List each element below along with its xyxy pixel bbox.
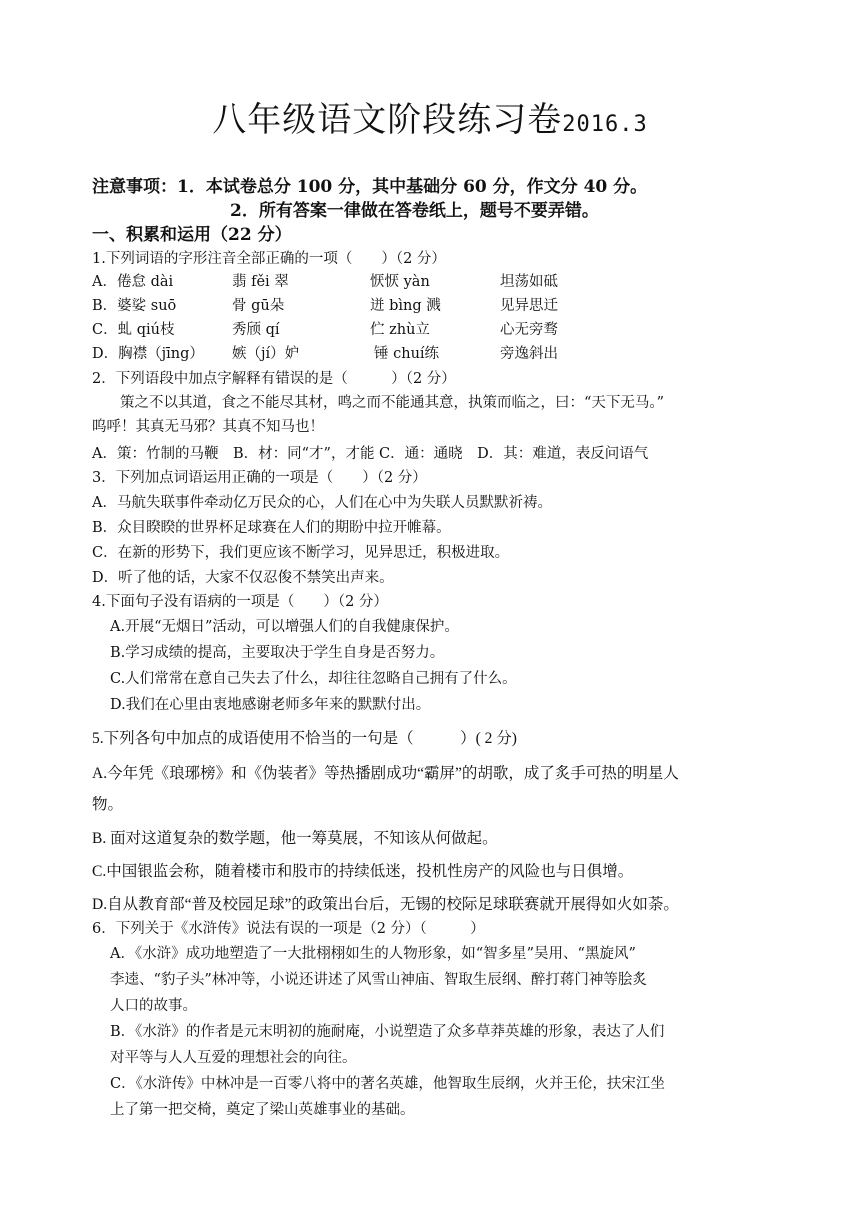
title-year: 2016.3 <box>562 112 648 137</box>
q1-d-3: 锤 chuí练 <box>374 346 440 362</box>
q1-c-1: C．虬 qiú枝 <box>92 322 175 338</box>
q3-stem: 3．下列加点词语运用正确的一项是（ ）（2 分） <box>92 470 427 486</box>
q4-option-a: A.开展“无烟日”活动，可以增强人们的自我健康保护。 <box>110 619 459 635</box>
q4-option-b: B.学习成绩的提高，主要取决于学生自身是否努力。 <box>110 645 445 661</box>
q3-option-d: D．听了他的话，大家不仅忍俊不禁笑出声来。 <box>92 570 394 586</box>
q1-c-4: 心无旁骛 <box>500 322 558 338</box>
q3-option-c: C．在新的形势下，我们更应该不断学习，见异思迁，积极进取。 <box>92 545 510 561</box>
q1-c-2: 秀颀 qí <box>232 322 280 338</box>
q1-a-3: 恹恹 yàn <box>370 274 430 290</box>
q5-stem: 5.下列各句中加点的成语使用不恰当的一句是（ ）( 2 分) <box>92 730 517 747</box>
q2-options: A．策：竹制的马鞭 B．材：同“才”，才能 C．通：通晓 D．其：难道，表反问语气 <box>92 446 649 462</box>
title-text: 八年级语文阶段练习卷 <box>212 100 563 140</box>
q1-d-4: 旁逸斜出 <box>500 346 558 362</box>
q1-a-2: 翡 fěi 翠 <box>232 274 289 290</box>
q5-option-a-line2: 物。 <box>92 796 124 813</box>
section-heading: 一、积累和运用（22 分） <box>92 225 292 245</box>
q5-option-c: C.中国银监会称，随着楼市和股市的持续低迷，投机性房产的风险也与日俱增。 <box>92 863 634 880</box>
q2-passage-1: 策之不以其道，食之不能尽其材，鸣之而不能通其意，执策而临之，曰：“天下无马。” <box>120 395 665 411</box>
q3-option-b: B．众目睽睽的世界杯足球赛在人们的期盼中拉开帷幕。 <box>92 520 451 536</box>
q5-option-d: D.自从教育部“普及校园足球”的政策出台后，无锡的校际足球联赛就开展得如火如荼。 <box>92 896 679 913</box>
q1-b-4: 见异思迁 <box>500 298 558 314</box>
q6-option-b-line1: B．《水浒》的作者是元末明初的施耐庵，小说塑造了众多草莽英雄的形象，表达了人们 <box>110 1024 665 1040</box>
q5-option-a-line1: A.今年凭《琅琊榜》和《伪装者》等热播剧成功“霸屏”的胡歌，成了炙手可热的明星人 <box>92 765 679 782</box>
q6-option-b-line2: 对平等与人人互爱的理想社会的向往。 <box>110 1050 357 1066</box>
q1-d-2: 嫉（jí）妒 <box>232 346 300 362</box>
q6-option-a-line2: 李逵、“豹子头”林冲等，小说还讲述了风雪山神庙、智取生辰纲、醉打蒋门神等脍炙 <box>110 972 647 988</box>
q2-stem: 2．下列语段中加点字解释有错误的是（ ）（2 分） <box>92 371 456 387</box>
q6-option-a-line1: A．《水浒》成功地塑造了一大批栩栩如生的人物形象，如“智多星”吴用、“黑旋风” <box>110 946 636 962</box>
notice-line-2: 2．所有答案一律做在答卷纸上，题号不要弄错。 <box>230 201 599 221</box>
q4-stem: 4.下面句子没有语病的一项是（ ）（2 分） <box>92 594 388 610</box>
q1-b-3: 迸 bìng 溅 <box>370 298 441 314</box>
q4-option-d: D.我们在心里由衷地感谢老师多年来的默默付出。 <box>110 697 431 713</box>
q4-option-c: C.人们常常在意自己失去了什么，却往往忽略自己拥有了什么。 <box>110 671 517 687</box>
q3-option-a: A．马航失联事件牵动亿万民众的心，人们在心中为失联人员默默祈祷。 <box>92 495 552 511</box>
q6-option-a-line3: 人口的故事。 <box>110 998 197 1014</box>
q1-d-1: D．胸襟（jīng） <box>92 346 204 362</box>
q1-c-3: 伫 zhù立 <box>370 322 430 338</box>
q5-option-b: B. 面对这道复杂的数学题，他一筹莫展，不知该从何做起。 <box>92 830 498 847</box>
q6-option-c-line1: C．《水浒传》中林冲是一百零八将中的著名英雄，他智取生辰纲，火并王伦，扶宋江坐 <box>110 1076 665 1092</box>
notice-line-1: 注意事项：1．本试卷总分 100 分，其中基础分 60 分，作文分 40 分。 <box>92 177 648 197</box>
q1-a-4: 坦荡如砥 <box>500 274 558 290</box>
exam-title <box>0 92 860 141</box>
q1-stem: 1.下列词语的字形注音全部正确的一项（ ）（2 分） <box>92 251 446 267</box>
q6-stem: 6．下列关于《水浒传》说法有误的一项是（2 分）（ ） <box>92 921 485 937</box>
q2-passage-2: 呜呼！其真无马邪？其真不知马也！ <box>92 419 324 435</box>
q1-b-1: B．婆娑 suō <box>92 298 177 314</box>
q1-b-2: 骨 gū朵 <box>232 298 285 314</box>
q1-a-1: A．倦怠 dài <box>92 274 174 290</box>
q6-option-c-line2: 上了第一把交椅，奠定了梁山英雄事业的基础。 <box>110 1102 415 1118</box>
